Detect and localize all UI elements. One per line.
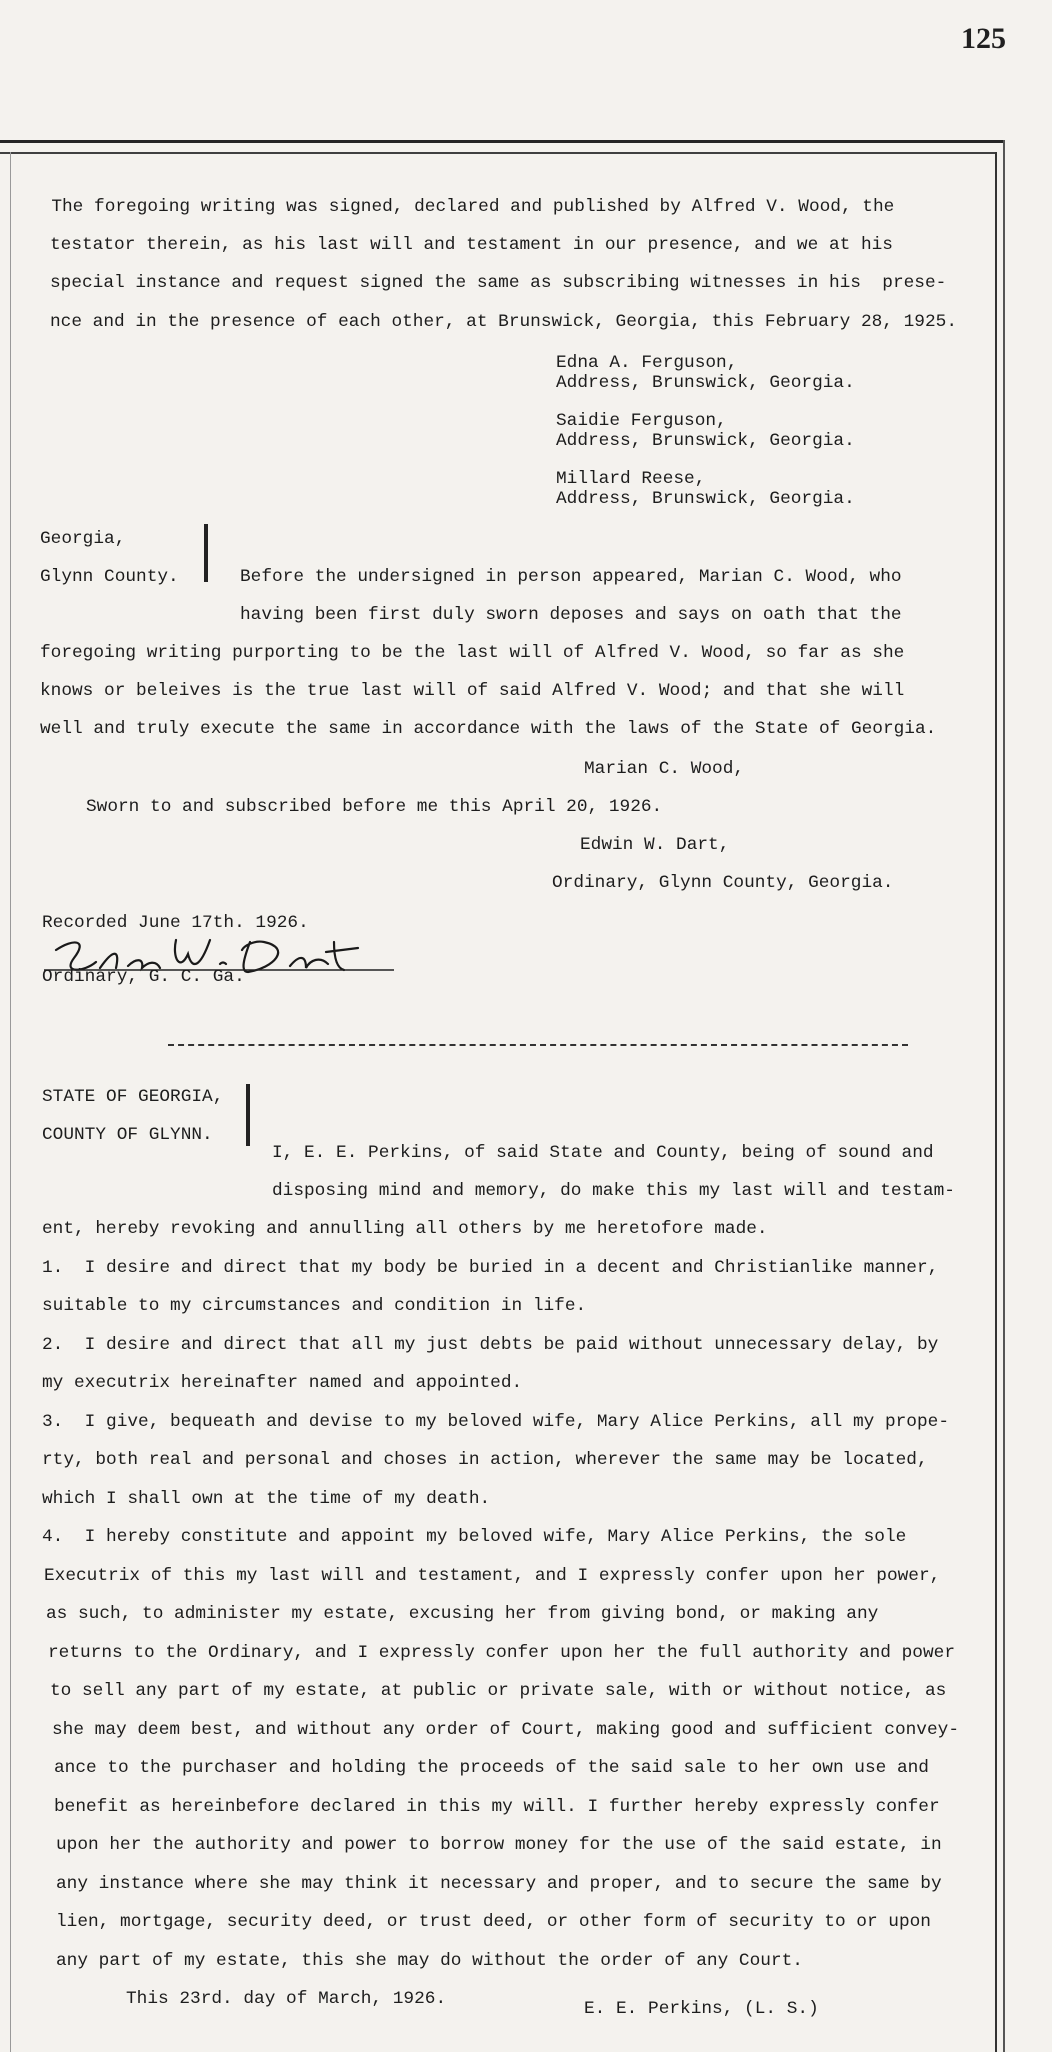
witness-clause-line: testator therein, as his last will and testament in our presence, and we at his (50, 235, 893, 255)
oath-line: Before the undersigned in person appeared, Marian C. Wood, who (240, 567, 902, 587)
right-margin-rule (995, 152, 997, 2052)
oath-line: foregoing writing purporting to be the last will of Alfred V. Wood, so far as she (40, 643, 905, 663)
will-venue-state: STATE OF GEORGIA, (42, 1087, 224, 1107)
witness-clause-line: nce and in the presence of each other, at Brunswick, Georgia, this February 28, 1925. (50, 312, 957, 332)
will-line: any part of my estate, this she may do without the order of any Court. (56, 1951, 803, 1971)
oath-venue-state: Georgia, (40, 529, 126, 549)
will-line: ance to the purchaser and holding the proceeds of the said sale to her own use and (54, 1758, 929, 1778)
witness-clause-line: special instance and request signed the same as subscribing witnesses in his prese- (50, 273, 947, 293)
witness-address: Address, Brunswick, Georgia. (556, 431, 855, 451)
section-separator (168, 1044, 908, 1046)
will-line: 4. I hereby constitute and appoint my beloved wife, Mary Alice Perkins, the sole (42, 1527, 907, 1547)
will-line: ent, hereby revoking and annulling all others by me heretofore made. (42, 1219, 768, 1239)
will-venue-county: COUNTY OF GLYNN. (42, 1125, 213, 1145)
witness-name: Saidie Ferguson, (556, 411, 727, 431)
witness-address: Address, Brunswick, Georgia. (556, 373, 855, 393)
oath-line: well and truly execute the same in accordance with the laws of the State of Georgia. (40, 719, 937, 739)
top-border-rule-inner (0, 152, 995, 154)
will-line: I, E. E. Perkins, of said State and County, being of sound and (272, 1143, 934, 1163)
venue-bracket (204, 524, 208, 582)
will-line: 2. I desire and direct that all my just debts be paid without unnecessary delay, by (42, 1335, 939, 1355)
will-line: to sell any part of my estate, at public or private sale, with or without notice, as (50, 1681, 947, 1701)
will-line: upon her the authority and power to borrow money for the use of the said estate, in (56, 1835, 942, 1855)
witness-clause-line: The foregoing writing was signed, declared and published by Alfred V. Wood, the (30, 197, 895, 217)
venue-bracket (246, 1084, 250, 1146)
will-line: which I shall own at the time of my death. (42, 1489, 491, 1509)
deponent-signature: Marian C. Wood, (584, 759, 745, 779)
witness-address: Address, Brunswick, Georgia. (556, 489, 855, 509)
will-line: 3. I give, bequeath and devise to my beloved wife, Mary Alice Perkins, all my prope- (42, 1412, 949, 1432)
will-line: benefit as hereinbefore declared in this my will. I further hereby expressly confer (54, 1797, 940, 1817)
oath-line: having been first duly sworn deposes and says on oath that the (240, 605, 902, 625)
will-line: as such, to administer my estate, excusing her from giving bond, or making any (46, 1604, 879, 1624)
will-line: suitable to my circumstances and condition in life. (42, 1296, 587, 1316)
page-number: 125 (961, 22, 1006, 55)
will-line: she may deem best, and without any order of Court, making good and sufficient convey- (52, 1720, 959, 1740)
recording-title: Ordinary, G. C. Ga. (42, 967, 245, 987)
oath-venue-county: Glynn County. (40, 567, 179, 587)
will-line: my executrix hereinafter named and appointed. (42, 1373, 523, 1393)
witness-name: Edna A. Ferguson, (556, 353, 738, 373)
will-line: rty, both real and personal and choses in action, wherever the same may be located, (42, 1450, 928, 1470)
witness-name: Millard Reese, (556, 469, 706, 489)
oath-line: knows or beleives is the true last will of said Alfred V. Wood; and that she will (40, 681, 905, 701)
will-line: lien, mortgage, security deed, or trust deed, or other form of security to or upon (56, 1912, 931, 1932)
will-line: Executrix of this my last will and testament, and I expressly confer upon her power, (44, 1566, 941, 1586)
testator-signature: E. E. Perkins, (L. S.) (584, 1999, 819, 2019)
will-line: returns to the Ordinary, and I expressly confer upon her the full authority and power (48, 1643, 955, 1663)
official-title: Ordinary, Glynn County, Georgia. (552, 873, 894, 893)
sworn-line: Sworn to and subscribed before me this April 20, 1926. (86, 797, 663, 817)
recorded-date: Recorded June 17th. 1926. (42, 913, 309, 933)
will-line: 1. I desire and direct that my body be buried in a decent and Christianlike manner, (42, 1258, 939, 1278)
will-line: any instance where she may think it necessary and proper, and to secure the same by (56, 1874, 942, 1894)
official-name: Edwin W. Dart, (580, 835, 730, 855)
top-border-rule (0, 140, 1005, 143)
right-margin-rule-outer (1003, 140, 1005, 2052)
will-date-line: This 23rd. day of March, 1926. (126, 1989, 447, 2009)
left-margin-rule (10, 152, 11, 2052)
will-line: disposing mind and memory, do make this my last will and testam- (272, 1181, 955, 1201)
